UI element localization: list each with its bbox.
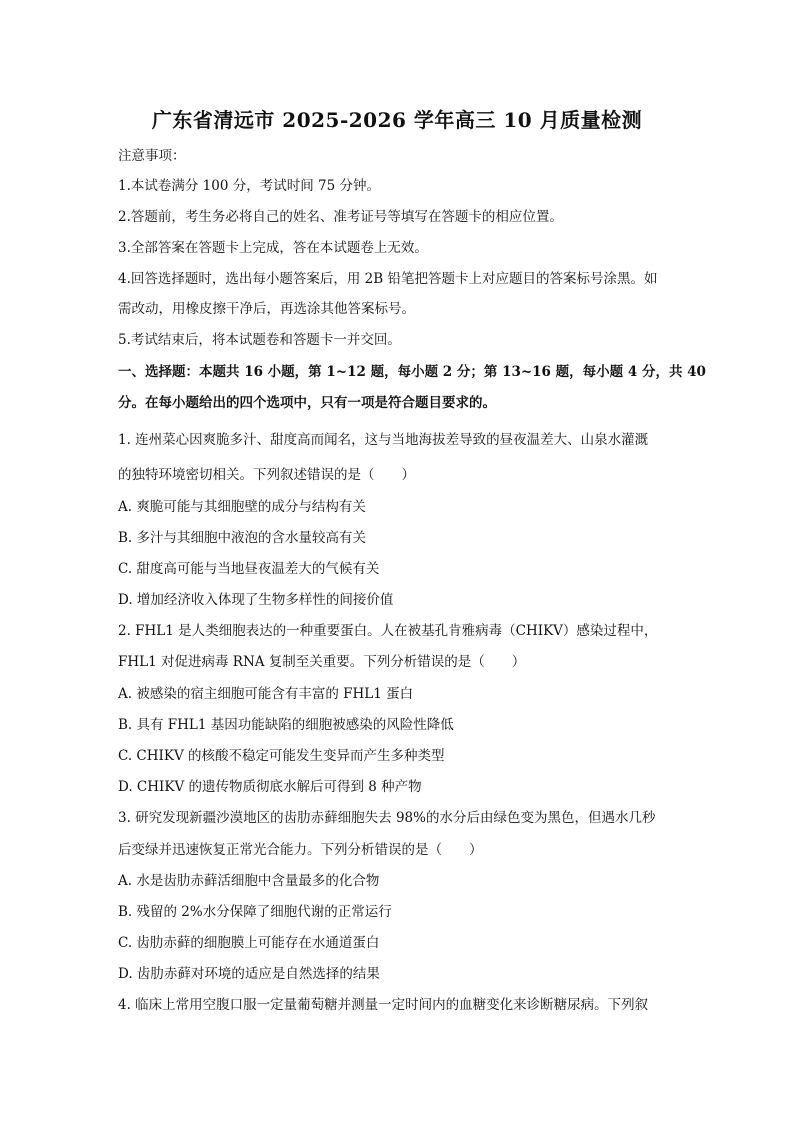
- question-4-stem: 4. 临床上常用空腹口服一定量葡萄糖并测量一定时间内的血糖变化来诊断糖尿病。下列叙: [118, 997, 649, 1013]
- question-2-stem: 2. FHL1 是人类细胞表达的一种重要蛋白。人在被基孔肯雅病毒（CHIKV）感染过程中，: [118, 623, 658, 639]
- question-3-option-b: B. 残留的 2%水分保障了细胞代谢的正常运行: [118, 904, 392, 920]
- question-1-option-a: A. 爽脆可能与其细胞壁的成分与结构有关: [118, 499, 366, 515]
- question-1-stem: 1. 连州菜心因爽脆多汁、甜度高而闻名，这与当地海拔差导致的昼夜温差大、山泉水灌溉: [118, 432, 649, 448]
- notice-item: 2.答题前，考生务必将自己的姓名、准考证号等填写在答题卡的相应位置。: [118, 209, 563, 225]
- page-title: 广东省清远市 2025-2026 学年高三 10 月质量检测: [151, 108, 643, 132]
- question-2-option-c: C. CHIKV 的核酸不稳定可能发生变异而产生多种类型: [118, 748, 445, 764]
- notice-item: 4.回答选择题时，选出每小题答案后，用 2B 铅笔把答题卡上对应题目的答案标号涂黑。如: [118, 271, 658, 287]
- notice-item: 需改动，用橡皮擦干净后，再选涂其他答案标号。: [118, 301, 415, 317]
- notice-item: 5.考试结束后，将本试题卷和答题卡一并交回。: [118, 332, 401, 348]
- question-3-option-a: A. 水是齿肋赤藓活细胞中含量最多的化合物: [118, 873, 380, 889]
- notice-item: 1.本试卷满分 100 分，考试时间 75 分钟。: [118, 178, 380, 194]
- question-3-option-d: D. 齿肋赤藓对环境的适应是自然选择的结果: [118, 966, 380, 982]
- question-1-stem: 的独特环境密切相关。下列叙述错误的是（ ）: [118, 467, 415, 483]
- question-1-option-d: D. 增加经济收入体现了生物多样性的间接价值: [118, 592, 394, 608]
- question-3-option-c: C. 齿肋赤藓的细胞膜上可能存在水通道蛋白: [118, 935, 380, 951]
- section-heading: 分。在每小题给出的四个选项中，只有一项是符合题目要求的。: [118, 395, 496, 411]
- question-1-option-b: B. 多汁与其细胞中液泡的含水量较高有关: [118, 530, 367, 546]
- question-2-option-a: A. 被感染的宿主细胞可能含有丰富的 FHL1 蛋白: [118, 686, 414, 702]
- notice-item: 3.全部答案在答题卡上完成，答在本试题卷上无效。: [118, 240, 428, 256]
- question-2-stem: FHL1 对促进病毒 RNA 复制至关重要。下列分析错误的是（ ）: [118, 654, 526, 670]
- question-2-option-d: D. CHIKV 的遗传物质彻底水解后可得到 8 种产物: [118, 779, 422, 795]
- notice-heading: 注意事项：: [118, 148, 186, 164]
- question-2-option-b: B. 具有 FHL1 基因功能缺陷的细胞被感染的风险性降低: [118, 717, 454, 733]
- question-3-stem: 后变绿并迅速恢复正常光合能力。下列分析错误的是（ ）: [118, 842, 483, 858]
- question-1-option-c: C. 甜度高可能与当地昼夜温差大的气候有关: [118, 561, 380, 577]
- section-heading: 一、选择题：本题共 16 小题，第 1~12 题，每小题 2 分；第 13~16 题，每小题 4 分，共 40: [118, 364, 706, 380]
- question-3-stem: 3. 研究发现新疆沙漠地区的齿肋赤藓细胞失去 98%的水分后由绿色变为黑色，但遇水几秒: [118, 810, 656, 826]
